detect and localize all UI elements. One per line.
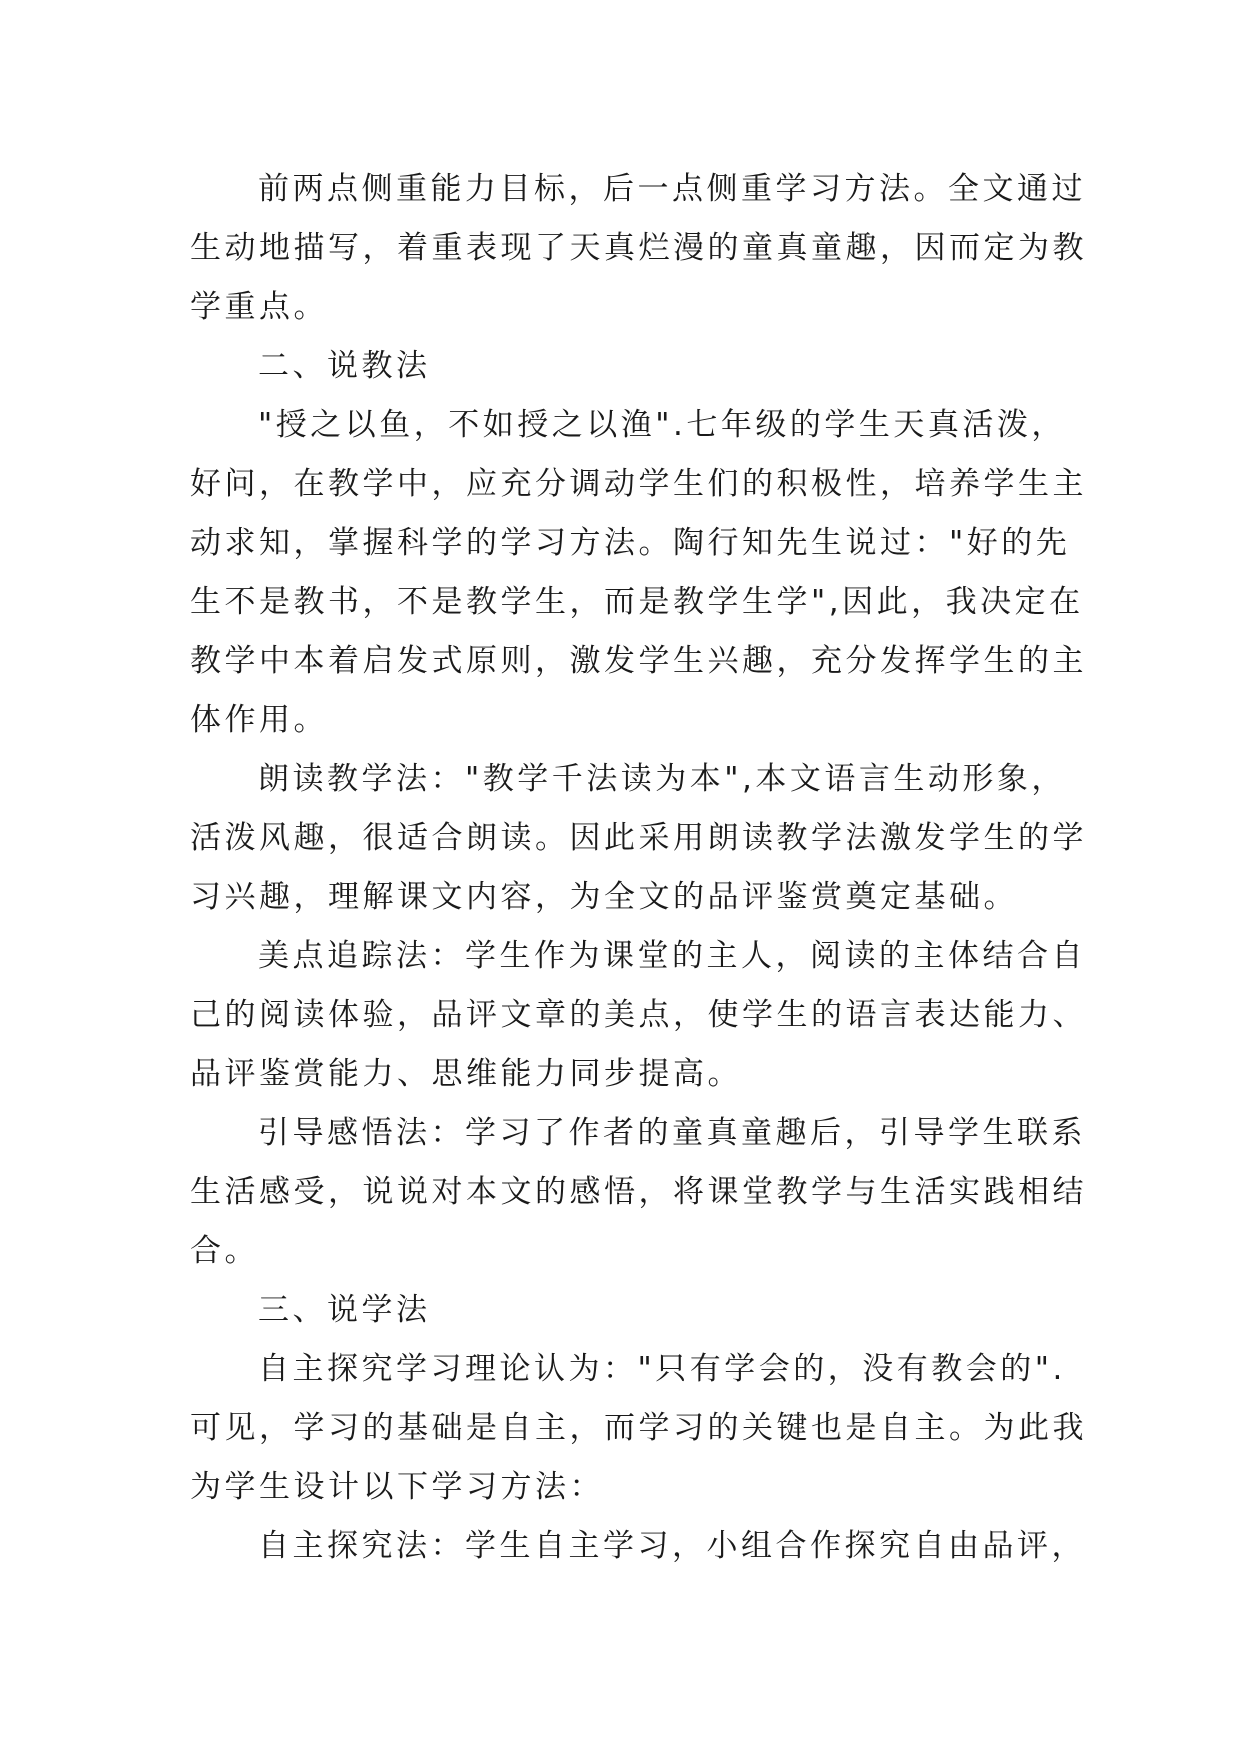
- text-line: "授之以鱼，不如授之以渔".七年级的学生天真活泼，: [258, 407, 1066, 443]
- text-line: 生活感受，说说对本文的感悟，将课堂教学与生活实践相结: [190, 1174, 1087, 1210]
- text-line: 己的阅读体验，品评文章的美点，使学生的语言表达能力、: [190, 997, 1087, 1033]
- text-line: 自主探究学习理论认为："只有学会的，没有教会的".: [258, 1351, 1066, 1387]
- text-line: 习兴趣，理解课文内容，为全文的品评鉴赏奠定基础。: [190, 879, 1018, 915]
- text-line: 好问，在教学中，应充分调动学生们的积极性，培养学生主: [190, 466, 1087, 502]
- section-heading: 二、说教法: [258, 348, 431, 384]
- text-line: 生不是教书，不是教学生，而是教学生学",因此，我决定在: [190, 584, 1084, 620]
- text-line: 体作用。: [190, 702, 328, 738]
- document-body-text: [190, 160, 1087, 1576]
- text-line: 合。: [190, 1233, 259, 1269]
- text-line: 活泼风趣，很适合朗读。因此采用朗读教学法激发学生的学: [190, 820, 1087, 856]
- text-line: 教学中本着启发式原则，激发学生兴趣，充分发挥学生的主: [190, 643, 1087, 679]
- text-line: 可见，学习的基础是自主，而学习的关键也是自主。为此我: [190, 1410, 1087, 1446]
- text-line: 为学生设计以下学习方法：: [190, 1469, 604, 1505]
- text-line: 美点追踪法：学生作为课堂的主人，阅读的主体结合自: [258, 938, 1086, 974]
- text-line: 生动地描写，着重表现了天真烂漫的童真童趣，因而定为教: [190, 230, 1087, 266]
- text-line: 动求知，掌握科学的学习方法。陶行知先生说过："好的先: [190, 525, 1071, 561]
- section-heading: 三、说学法: [258, 1292, 431, 1328]
- text-line: 朗读教学法："教学千法读为本",本文语言生动形象，: [258, 761, 1066, 797]
- text-line: 自主探究法：学生自主学习，小组合作探究自由品评，: [258, 1528, 1086, 1564]
- text-line: 引导感悟法：学习了作者的童真童趣后，引导学生联系: [258, 1115, 1086, 1151]
- text-line: 学重点。: [190, 289, 328, 325]
- text-line: 品评鉴赏能力、思维能力同步提高。: [190, 1056, 742, 1092]
- text-line: 前两点侧重能力目标，后一点侧重学习方法。全文通过: [258, 171, 1086, 207]
